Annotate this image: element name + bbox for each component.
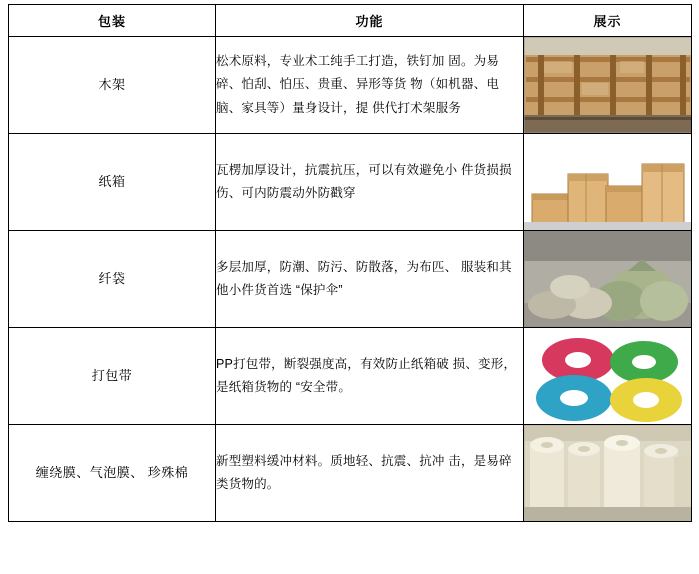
column-header-function: 功能: [216, 5, 524, 37]
cell-description-wood: 松术原料，专业术工纯手工打造，铁钉加 固。为易碎、怕刮、怕压、贵重、异形等货 物（如机器、电脑、家具等）量身设计，提 供代打术架服务: [216, 37, 524, 134]
table-row: [9, 37, 692, 134]
table-row: [9, 134, 692, 231]
packaging-table-document: [0, 4, 699, 574]
stretch-film-photo: [524, 425, 691, 521]
cell-description-strap: PP打包带，断裂强度高，有效防止纸箱破 损、变形，是纸箱货物的 “安全带。: [216, 328, 524, 425]
table-header-row: [9, 5, 692, 37]
column-header-display: 展示: [524, 5, 692, 37]
table-body: [9, 37, 692, 522]
cell-image-bag: [524, 231, 692, 328]
cell-category-wood: 木架: [9, 37, 216, 134]
cell-category-bag: 纤袋: [9, 231, 216, 328]
carton-boxes-photo: [524, 134, 691, 230]
cell-category-carton: 纸箱: [9, 134, 216, 231]
column-header-package: 包装: [9, 5, 216, 37]
cell-description-film: 新型塑料缓冲材料。质地轻、抗震、抗冲 击，是易碎类货物的。: [216, 425, 524, 522]
table-header: [9, 5, 692, 37]
cell-image-strap: [524, 328, 692, 425]
cell-category-film: 缠绕膜、气泡膜、 珍殊棉: [9, 425, 216, 522]
cell-description-carton: 瓦楞加厚设计，抗震抗压，可以有效避免小 件货损损伤、可内防震动外防戳穿: [216, 134, 524, 231]
wooden-crate-photo: [524, 37, 691, 133]
table-row: [9, 231, 692, 328]
table-row: [9, 425, 692, 522]
cell-description-bag: 多层加厚，防潮、防污、防散落，为布匹、 服装和其他小件货首选 “保护伞”: [216, 231, 524, 328]
packaging-table: [8, 4, 692, 522]
packing-straps-photo: [524, 328, 691, 424]
table-row: [9, 328, 692, 425]
cell-image-carton: [524, 134, 692, 231]
woven-bags-photo: [524, 231, 691, 327]
cell-category-strap: 打包带: [9, 328, 216, 425]
cell-image-film: [524, 425, 692, 522]
cell-image-wood: [524, 37, 692, 134]
